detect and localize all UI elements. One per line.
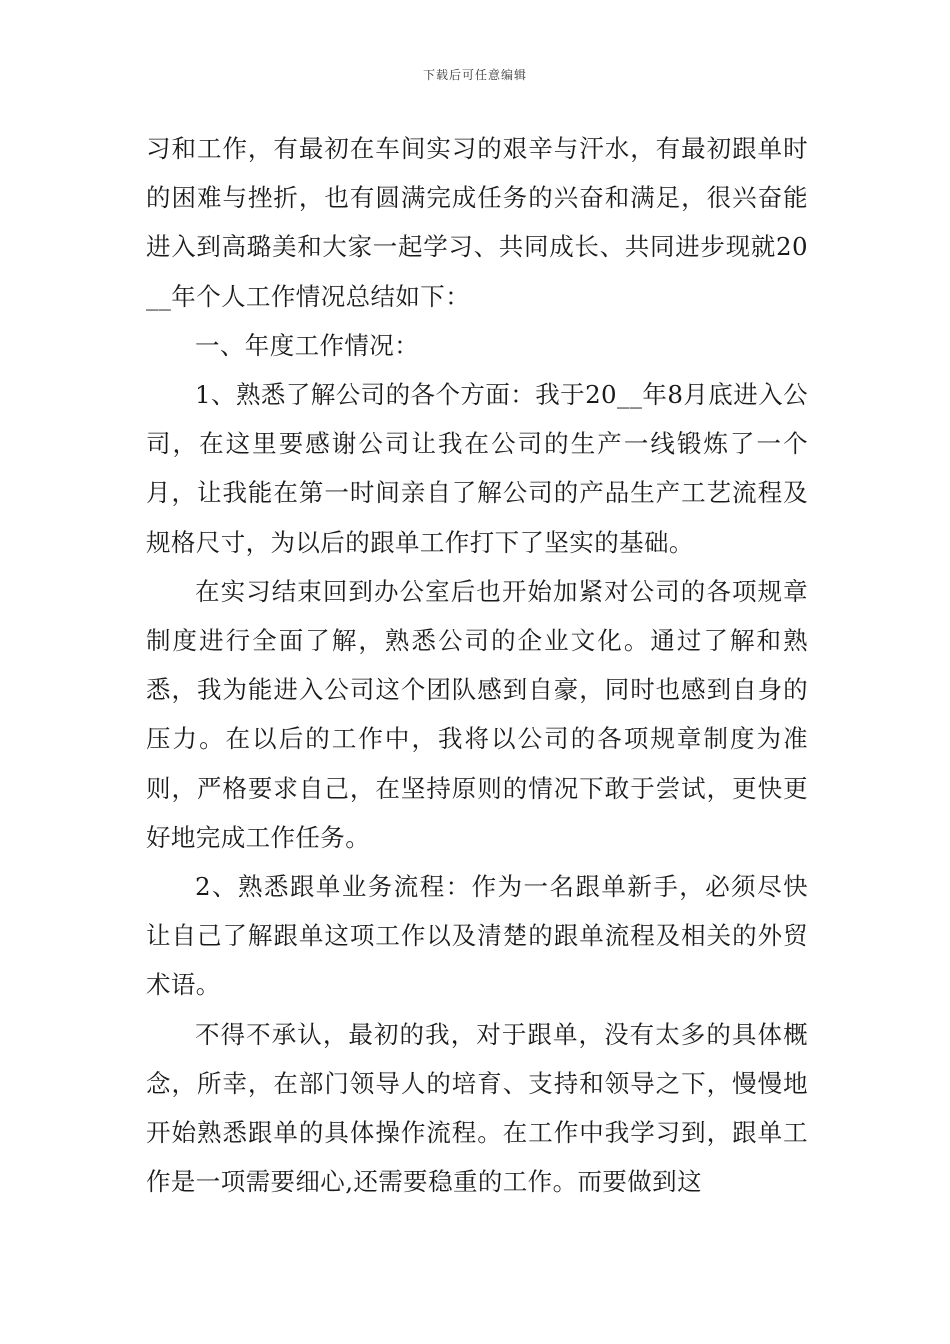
page-header: 下载后可任意编辑 [422,68,527,82]
section-heading: 一、年度工作情况： [195,330,420,360]
paragraph-item-1: 1、熟悉了解公司的各个方面：我于20__年8月底进入公司，在这里要感谢公司让我在公司的生产一线锻炼了一个月，让我能在第一时间亲自了解公司的产品生产工艺流程及规格尺寸，为以后的跟单工作打下了坚实的基础。 [146,380,808,557]
document-body [146,124,808,1206]
paragraph: 在实习结束回到办公室后也开始加紧对公司的各项规章制度进行全面了解，熟悉公司的企业文化。通过了解和熟悉，我为能进入公司这个团队感到自豪，同时也感到自身的压力。在以后的工作中，我将以公司的各项规章制度为准则，严格要求自己，在坚持原则的情况下敢于尝试，更快更好地完成工作任务。 [146,576,808,852]
paragraph: 不得不承认，最初的我，对于跟单，没有太多的具体概念，所幸，在部门领导人的培育、支持和领导之下，慢慢地开始熟悉跟单的具体操作流程。在工作中我学习到，跟单工作是一项需要细心,还需要稳重的工作。而要做到这 [146,1019,808,1197]
paragraph-item-2: 2、熟悉跟单业务流程：作为一名跟单新手，必须尽快让自己了解跟单这项工作以及清楚的跟单流程及相关的外贸术语。 [146,872,808,1000]
paragraph-continuation: 习和工作，有最初在车间实习的艰辛与汗水，有最初跟单时的困难与挫折，也有圆满完成任务的兴奋和满足，很兴奋能进入到高璐美和大家一起学习、共同成长、共同进步现就20__年个人工作情况总结如下： [146,134,808,311]
